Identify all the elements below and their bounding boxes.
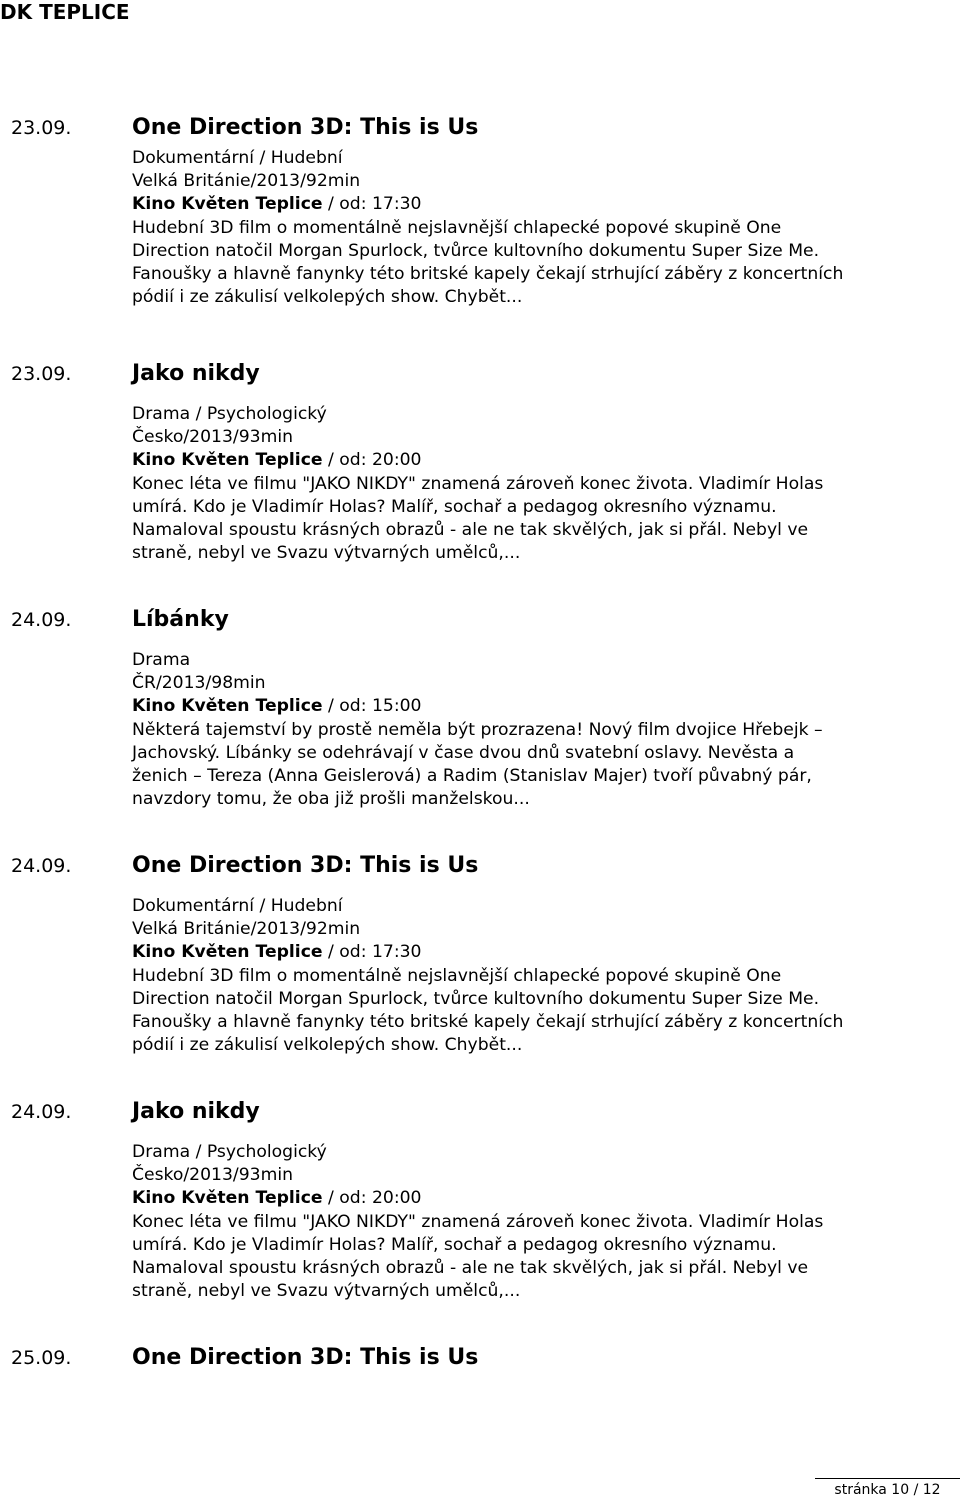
entry-description: Hudební 3D film o momentálně nejslavnější chlapecké popové skupině One Direction natočil Morgan Spurlock, tvůrce kultovního dokumentu Super Size Me. Fanoušky a hlavně fanynky této britské kapely čekají strhující záběry z koncertních pódií i ze zákulisí velkolepých show. Chybět... <box>132 965 844 1056</box>
entry-venue: Kino Květen Teplice <box>132 450 323 471</box>
entry-body <box>132 147 852 309</box>
entry-title[interactable]: One Direction 3D: This is Us <box>132 115 479 140</box>
entry-time: / od: 17:30 <box>322 194 422 215</box>
entry-title[interactable]: One Direction 3D: This is Us <box>132 853 479 878</box>
entry-origin: ČR/2013/98min <box>132 673 266 694</box>
entry-title[interactable]: One Direction 3D: This is Us <box>132 1345 479 1370</box>
entry-time: / od: 15:00 <box>322 696 422 717</box>
entry-date: 25.09. <box>11 1347 72 1369</box>
entry-venue: Kino Květen Teplice <box>132 1188 323 1209</box>
entry-genre: Drama <box>132 650 191 670</box>
entry-origin: Česko/2013/93min <box>132 1165 293 1186</box>
entry-genre: Drama / Psychologický <box>132 404 327 424</box>
entry-title[interactable]: Jako nikdy <box>132 361 260 386</box>
entry-showtime <box>132 941 852 964</box>
entry-description: Některá tajemství by prostě neměla být prozrazena! Nový film dvojice Hřebejk – Jachovský. Líbánky se odehrávají v čase dvou dnů svatební oslavy. Nevěsta a ženich – Tereza (Anna Geislerová) a Radim (Stanislav Majer) tvoří půvabný pár, navzdory tomu, že oba již prošli manželskou... <box>132 719 823 810</box>
entry-date: 23.09. <box>11 363 72 385</box>
entry-body <box>132 1141 852 1303</box>
entry-time: / od: 17:30 <box>322 942 422 963</box>
entry-date: 24.09. <box>11 855 72 877</box>
entry-origin: Velká Británie/2013/92min <box>132 919 361 940</box>
entry-venue: Kino Květen Teplice <box>132 696 323 717</box>
entry-body <box>132 895 852 1057</box>
entry-showtime <box>132 449 852 472</box>
entry-date: 24.09. <box>11 609 72 631</box>
entry-origin: Česko/2013/93min <box>132 427 293 448</box>
entry-title[interactable]: Jako nikdy <box>132 1099 260 1124</box>
entry-description: Konec léta ve filmu "JAKO NIKDY" znamená zároveň konec života. Vladimír Holas umírá. Kdo je Vladimír Holas? Malíř, sochař a pedagog okresního významu. Namaloval spoustu krásných obrazů - ale ne tak skvělých, jak si přál. Nebyl ve straně, nebyl ve Svazu výtvarných umělců,... <box>132 1211 824 1302</box>
entry-genre: Dokumentární / Hudební <box>132 896 343 916</box>
entry-venue: Kino Květen Teplice <box>132 194 323 215</box>
entry-origin: Velká Británie/2013/92min <box>132 171 361 192</box>
page-number: stránka 10 / 12 <box>815 1478 960 1501</box>
entry-title[interactable]: Líbánky <box>132 607 229 632</box>
entry-description: Konec léta ve filmu "JAKO NIKDY" znamená zároveň konec života. Vladimír Holas umírá. Kdo je Vladimír Holas? Malíř, sochař a pedagog okresního významu. Namaloval spoustu krásných obrazů - ale ne tak skvělých, jak si přál. Nebyl ve straně, nebyl ve Svazu výtvarných umělců,... <box>132 473 824 564</box>
entry-venue: Kino Květen Teplice <box>132 942 323 963</box>
entry-date: 23.09. <box>11 117 72 139</box>
entry-showtime <box>132 1187 852 1210</box>
entry-genre: Dokumentární / Hudební <box>132 148 343 168</box>
entry-showtime <box>132 193 852 216</box>
entry-date: 24.09. <box>11 1101 72 1123</box>
entry-time: / od: 20:00 <box>322 450 422 471</box>
entry-description: Hudební 3D film o momentálně nejslavnější chlapecké popové skupině One Direction natočil Morgan Spurlock, tvůrce kultovního dokumentu Super Size Me. Fanoušky a hlavně fanynky této britské kapely čekají strhující záběry z koncertních pódií i ze zákulisí velkolepých show. Chybět... <box>132 217 844 308</box>
entry-genre: Drama / Psychologický <box>132 1142 327 1162</box>
entry-body <box>132 649 852 811</box>
entry-body <box>132 403 852 565</box>
entry-showtime <box>132 695 852 718</box>
entry-time: / od: 20:00 <box>322 1188 422 1209</box>
page-header-title: DK TEPLICE <box>0 0 130 24</box>
